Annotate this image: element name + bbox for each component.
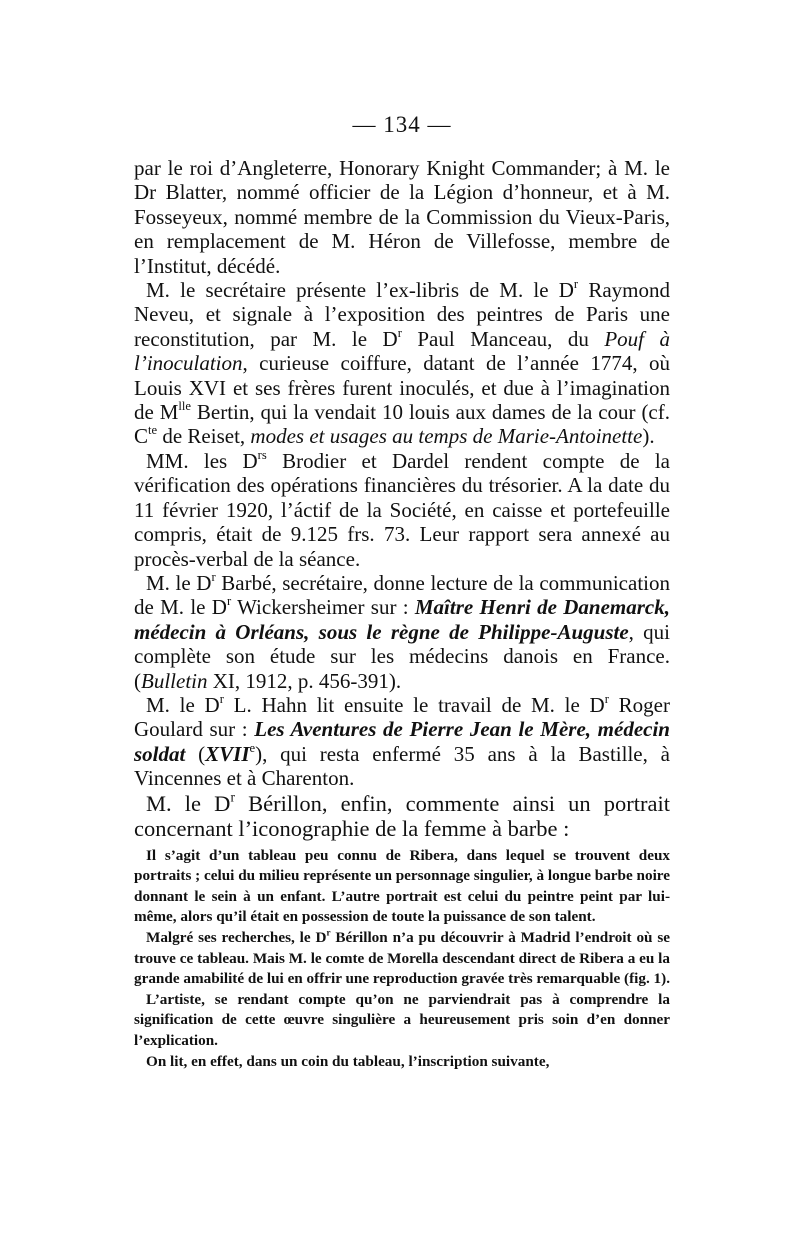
text-run: L. Hahn lit ensuite le travail de M. le D bbox=[223, 692, 605, 717]
main-text bbox=[134, 156, 670, 842]
text-run: , qui complète son étude sur les médecins danois en France. ( bbox=[134, 619, 670, 693]
text-run: Raymond Neveu, et signale à l’exposition des peintres de Paris une reconstitution, par M. le D bbox=[134, 278, 670, 351]
small-paragraph-recherches bbox=[134, 928, 670, 990]
paragraph-honors-text: par le roi d’Angleterre, Honorary Knight Commander; à M. le Dr Blatter, nommé officier de la Légion d’honneur, et à M. Fosseyeux, nommé membre de la Commission du Vieux-Paris, en remplacement de M. Héron de Villefosse, membre de l’Institut, décédé. bbox=[134, 156, 670, 278]
superscript: r bbox=[226, 594, 232, 609]
paragraph-communication bbox=[134, 571, 670, 693]
small-paragraph-ribera: Il s’agit d’un tableau peu connu de Ribera, dans lequel se trouvent deux portraits ; celui du milieu représente un personnage singulier, à longue barbe noire donnant le sein à un enfant. L’autre portrait est celui du peintre peint par lui-même, alors qu’il était en possession de toute la puissance de son talent. bbox=[134, 846, 670, 926]
text-run: ). bbox=[642, 424, 655, 449]
superscript: r bbox=[604, 692, 609, 707]
page-number: — 134 — bbox=[352, 112, 452, 137]
text-run: Wickersheimer sur : bbox=[231, 595, 415, 620]
text-run: Barbé, secrétaire, donne lecture de la communication de M. le D bbox=[134, 570, 670, 620]
paragraph-ex-libris bbox=[134, 278, 670, 449]
text-run: XI, 1912, p. 456-391). bbox=[207, 668, 402, 693]
superscript: e bbox=[249, 740, 256, 755]
paragraph-hahn bbox=[134, 693, 670, 791]
italic-title: Les Aventures de Pierre Jean le Mère, médecin soldat bbox=[134, 717, 670, 766]
italic-title: Bulletin bbox=[141, 668, 208, 693]
text-run: M. le D bbox=[146, 570, 212, 595]
superscript: r bbox=[326, 927, 331, 938]
text-run: M. le D bbox=[146, 692, 220, 717]
text-run: , curieuse coiffure, datant de l’année 1774, où Louis XVI et ses frères furent inoculés, et due à l’imagination de M bbox=[134, 351, 670, 425]
text-run: ( bbox=[185, 741, 206, 766]
superscript: r bbox=[219, 692, 224, 707]
text-run: Malgré ses recherches, le D bbox=[146, 928, 327, 946]
text-run: M. le secrétaire présente l’ex-libris de M. le D bbox=[146, 278, 574, 303]
text-run: M. le D bbox=[146, 790, 231, 816]
paragraph-honors bbox=[134, 156, 670, 278]
small-paragraph-inscription: On lit, en effet, dans un coin du tableau, l’inscription suivante, bbox=[146, 1052, 550, 1070]
superscript: r bbox=[230, 789, 235, 805]
text-run: Bérillon, enfin, commente ainsi un portrait concernant l’iconographie de la femme à barbe : bbox=[134, 790, 671, 842]
text-run: Brodier et Dardel rendent compte de la vérification des opérations financières du trésorier. A la date du 11 février 1920, l’áctif de la Société, en caisse et portefeuille compris, était de 9.125 frs. 73. Leur rapport sera annexé au procès-verbal de la séance. bbox=[134, 448, 670, 571]
superscript: r bbox=[397, 326, 402, 341]
italic-title: Maître Henri de Danemarck, médecin à Orléans, sous le règne de Philippe-Auguste bbox=[134, 595, 670, 644]
superscript: r bbox=[573, 277, 579, 292]
paragraph-finances bbox=[134, 449, 670, 571]
paragraph-berillon bbox=[134, 791, 670, 842]
superscript: te bbox=[148, 423, 158, 438]
italic-title: modes et usages au temps de Marie-Antoinette bbox=[250, 424, 643, 449]
text-run: ), qui resta enfermé 35 ans à la Bastille, à Vincennes et à Charenton. bbox=[134, 741, 670, 791]
quoted-passage bbox=[134, 846, 670, 1073]
superscript: rs bbox=[257, 448, 267, 463]
italic-title: XVII bbox=[205, 741, 250, 766]
italic-title: Pouf à l’inoculation bbox=[134, 326, 670, 376]
small-paragraph-artiste: L’artiste, se rendant compte qu’on ne parviendrait pas à comprendre la signification de cette œuvre singulière a heureusement pris soin d’en donner l’explication. bbox=[134, 990, 670, 1049]
text-run: Roger Goulard sur : bbox=[134, 692, 670, 742]
text-run: Bérillon n’a pu découvrir à Madrid l’endroit où se trouve ce tableau. Mais M. le comte de Morella descendant direct de Ribera a eu la grande amabilité de lui en offrir une reproduction gravée très remarquable (fig. 1). bbox=[134, 928, 671, 988]
superscript: lle bbox=[178, 399, 191, 414]
text-run: Paul Manceau, du bbox=[401, 326, 605, 351]
document-page bbox=[134, 112, 670, 1072]
text-run: Bertin, qui la vendait 10 louis aux dames de la cour (cf. C bbox=[134, 400, 671, 449]
text-run: de Reiset, bbox=[157, 424, 251, 449]
superscript: r bbox=[211, 570, 216, 585]
text-run: MM. les D bbox=[146, 448, 258, 473]
